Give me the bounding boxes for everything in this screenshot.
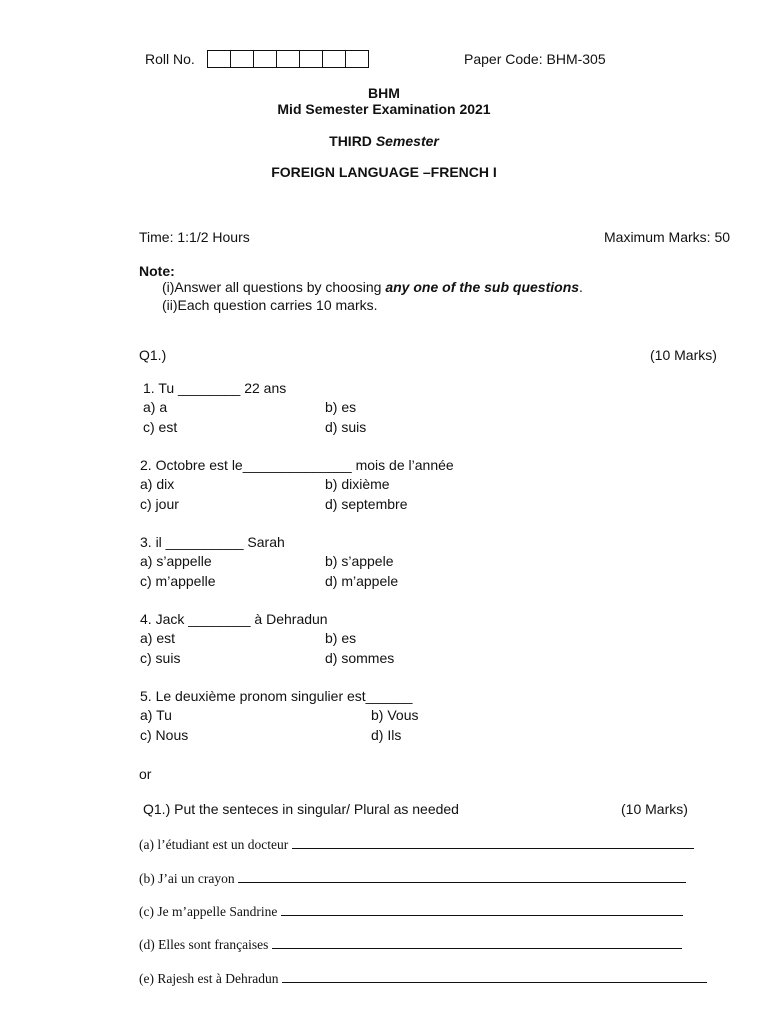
exam-title: Mid Semester Examination 2021 <box>277 101 491 117</box>
sentence-b-text: (b) J’ai un crayon <box>139 871 235 886</box>
mcq-5-option-d: d) Ils <box>371 727 402 743</box>
roll-digit-box <box>208 51 230 67</box>
answer-line <box>281 903 683 916</box>
mcq-3-option-a: a) s’appelle <box>140 553 212 569</box>
answer-line <box>282 970 707 983</box>
mcq-2-option-d: d) septembre <box>325 496 408 512</box>
mcq-4-option-a: a) est <box>140 630 176 646</box>
question-1-alt-marks: (10 Marks) <box>621 801 688 817</box>
roll-digit-box <box>345 51 368 67</box>
roll-number-boxes <box>207 50 369 68</box>
mcq-3-option-b: b) s’appele <box>325 553 394 569</box>
note-line-2: (ii)Each question carries 10 marks. <box>162 297 378 313</box>
roll-digit-box <box>253 51 276 67</box>
answer-line <box>272 936 682 949</box>
mcq-4-stem: 4. Jack ________ à Dehradun <box>140 611 328 627</box>
exam-time: Time: 1:1/2 Hours <box>139 229 250 245</box>
mcq-1-option-a: a) a <box>143 399 168 415</box>
note-line-1-emphasis: any one of the sub questions <box>385 279 580 295</box>
mcq-2-option-a: a) dix <box>140 476 175 492</box>
sentence-e-text: (e) Rajesh est à Dehradun <box>139 971 279 986</box>
answer-line <box>238 870 686 883</box>
sentence-a-text: (a) l’étudiant est un docteur <box>139 837 289 852</box>
question-1-alt-label: Q1.) Put the senteces in singular/ Plural as needed <box>143 801 459 817</box>
question-1-marks: (10 Marks) <box>650 347 717 363</box>
mcq-5-option-c: c) Nous <box>140 727 189 743</box>
sentence-a <box>139 836 694 852</box>
mcq-5-option-a: a) Tu <box>140 707 172 723</box>
roll-number-label: Roll No. <box>145 51 195 67</box>
mcq-2-option-b: b) dixième <box>325 476 390 492</box>
program-title: BHM <box>368 85 400 101</box>
sentence-e <box>139 970 707 986</box>
question-1-label: Q1.) <box>139 347 167 363</box>
mcq-1-option-c: c) est <box>143 419 178 435</box>
maximum-marks: Maximum Marks: 50 <box>604 229 731 245</box>
mcq-3-option-d: d) m’appele <box>325 573 399 589</box>
mcq-1-option-b: b) es <box>325 399 357 415</box>
mcq-1-stem: 1. Tu ________ 22 ans <box>143 380 287 396</box>
note-line-1-text: (i)Answer all questions by choosing <box>162 279 386 295</box>
mcq-5-option-b: b) Vous <box>371 707 419 723</box>
roll-digit-box <box>276 51 299 67</box>
sentence-d <box>139 936 682 952</box>
sentence-b <box>139 870 686 886</box>
semester-title <box>0 134 768 148</box>
roll-digit-box <box>230 51 253 67</box>
semester-number: THIRD <box>329 133 376 149</box>
answer-line <box>292 836 694 849</box>
sentence-c <box>139 903 683 919</box>
mcq-4-option-b: b) es <box>325 630 357 646</box>
note-title: Note: <box>139 263 175 279</box>
sentence-d-text: (d) Elles sont françaises <box>139 937 269 952</box>
note-line-1 <box>162 280 583 294</box>
mcq-4-option-d: d) sommes <box>325 650 395 666</box>
mcq-3-stem: 3. il __________ Sarah <box>140 534 285 550</box>
mcq-1-option-d: d) suis <box>325 419 367 435</box>
roll-digit-box <box>322 51 345 67</box>
paper-code: Paper Code: BHM-305 <box>464 51 606 67</box>
mcq-2-stem: 2. Octobre est le______________ mois de l’année <box>140 457 454 473</box>
mcq-4-option-c: c) suis <box>140 650 181 666</box>
subject-title: FOREIGN LANGUAGE –FRENCH I <box>271 164 497 180</box>
mcq-3-option-c: c) m’appelle <box>140 573 216 589</box>
roll-digit-box <box>299 51 322 67</box>
note-line-1-end: . <box>579 279 583 295</box>
sentence-c-text: (c) Je m’appelle Sandrine <box>139 904 278 919</box>
or-separator: or <box>139 766 152 782</box>
semester-word: Semester <box>375 133 439 149</box>
mcq-2-option-c: c) jour <box>140 496 179 512</box>
mcq-5-stem: 5. Le deuxième pronom singulier est______ <box>140 688 413 704</box>
